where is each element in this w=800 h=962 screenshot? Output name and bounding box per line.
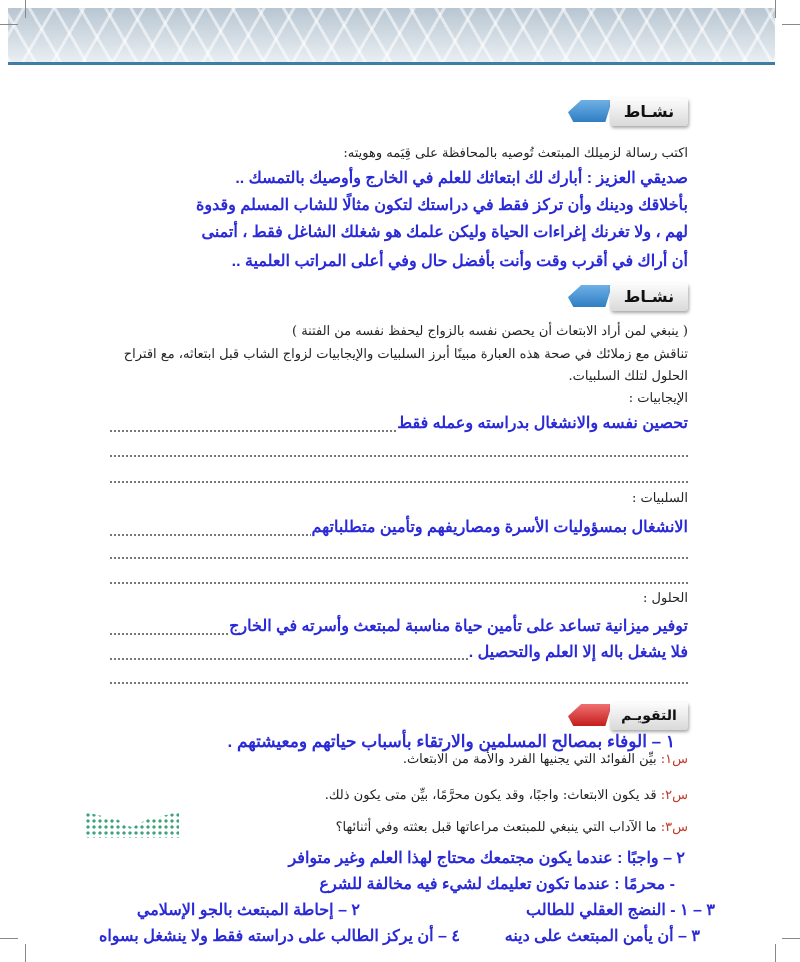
question-text: قد يكون الابتعاث: واجبًا، وقد يكون محرَّمًا، بيِّن متى يكون ذلك. bbox=[324, 788, 661, 803]
answer-dotted-line bbox=[110, 682, 688, 684]
header-pattern-banner bbox=[8, 8, 775, 62]
activity-badge bbox=[568, 98, 688, 126]
crop-mark bbox=[775, 0, 776, 18]
badge-label: التقويـم bbox=[610, 702, 688, 730]
question-number: س٣: bbox=[660, 820, 688, 835]
question-3 bbox=[336, 820, 688, 835]
question-number: س٢: bbox=[660, 788, 688, 803]
positives-label: الإيجابيات : bbox=[628, 391, 688, 406]
crop-mark bbox=[25, 0, 26, 18]
answer-line: أن أراك في أقرب وقت وأنت بأفضل حال وفي أعلى المراتب العلمية .. bbox=[231, 253, 688, 270]
ministry-logo-icon bbox=[85, 812, 179, 838]
badge-arrow-icon bbox=[568, 100, 612, 122]
badge-arrow-icon bbox=[568, 704, 612, 726]
crop-mark bbox=[775, 944, 776, 962]
question-text: بيِّن الفوائد التي يجنيها الفرد والأمة من الابتعاث. bbox=[402, 752, 661, 767]
instruction-line: الحلول لتلك السلبيات. bbox=[568, 369, 688, 384]
answer-2-forbidden: - محرمًا : عندما تكون تعليمك لشيء فيه مخالفة للشرع bbox=[319, 876, 675, 893]
answer-dotted-line bbox=[110, 582, 688, 584]
answer-dotted-line bbox=[110, 481, 688, 483]
badge-arrow-icon bbox=[568, 285, 612, 307]
header-rule bbox=[8, 62, 775, 65]
activity-quote: ( ينبغي لمن أراد الابتعاث أن يحصن نفسه بالزواج ليحفظ نفسه من الفتنة ) bbox=[291, 324, 688, 339]
answer-3-item-2: ٢ – إحاطة المبتعث بالجو الإسلامي bbox=[136, 902, 360, 919]
answer-line: صديقي العزيز : أبارك لك ابتعاثك للعلم في الخارج وأوصيك بالتمسك .. bbox=[235, 170, 688, 187]
negatives-answer: الانشغال بمسؤوليات الأسرة ومصاريفهم وتأمين متطلباتهم bbox=[311, 519, 688, 536]
question-1 bbox=[403, 752, 688, 767]
answer-3-item-4: ٤ – أن يركز الطالب على دراسته فقط ولا ينشغل بسواه bbox=[98, 928, 460, 945]
question-text: ما الآداب التي ينبغي للمبتعث مراعاتها قبل بعثته وفي أثنائها؟ bbox=[335, 820, 661, 835]
crop-mark bbox=[0, 24, 18, 25]
question-2 bbox=[325, 788, 688, 803]
answer-1: ١ – الوفاء بمصالح المسلمين والارتقاء بأسباب حياتهم ومعيشتهم . bbox=[227, 732, 675, 751]
badge-label: نشـاط bbox=[610, 98, 688, 126]
negatives-label: السلبيات : bbox=[631, 491, 688, 506]
crop-mark bbox=[782, 938, 800, 939]
answer-2-obligatory: ٢ – واجبًا : عندما يكون مجتمعك محتاج لهذا العلم وغير متوافر bbox=[288, 850, 685, 867]
positives-answer: تحصين نفسه والانشغال بدراسته وعمله فقط bbox=[397, 415, 688, 432]
answer-3-item-3: ٣ – أن يأمن المبتعث على دينه bbox=[504, 928, 700, 945]
activity-badge bbox=[568, 283, 688, 311]
answer-3-item-1: ٣ – ١ - النضج العقلي للطالب bbox=[526, 902, 715, 919]
answer-line: بأخلاقك ودينك وأن تركز فقط في دراستك لتكون مثالًا للشاب المسلم وقدوة bbox=[196, 197, 688, 214]
answer-dotted-line bbox=[110, 455, 688, 457]
question-number: س١: bbox=[660, 752, 688, 767]
crop-mark bbox=[25, 944, 26, 962]
crop-mark bbox=[782, 24, 800, 25]
solutions-label: الحلول : bbox=[643, 591, 688, 606]
solutions-answer: فلا يشغل باله إلا العلم والتحصيل . bbox=[468, 644, 688, 661]
answer-dotted-line bbox=[110, 557, 688, 559]
badge-label: نشـاط bbox=[610, 283, 688, 311]
answer-line: لهم ، ولا تغرنك إغراءات الحياة وليكن علمك هو شغلك الشاغل فقط ، أتمنى bbox=[201, 224, 688, 241]
activity-prompt: اكتب رسالة لزميلك المبتعث تُوصيه بالمحافظة على قِيَمه وهويته: bbox=[343, 146, 688, 161]
crop-mark bbox=[0, 938, 18, 939]
instruction-line: تناقش مع زملائك في صحة هذه العبارة مبينًا أبرز السلبيات والإيجابيات لزواج الشاب قبل ابتعاثه، مع اقتراح bbox=[123, 347, 688, 362]
evaluation-badge bbox=[568, 702, 688, 730]
solutions-answer: توفير ميزانية تساعد على تأمين حياة مناسبة لمبتعث وأسرته في الخارج bbox=[229, 618, 688, 635]
